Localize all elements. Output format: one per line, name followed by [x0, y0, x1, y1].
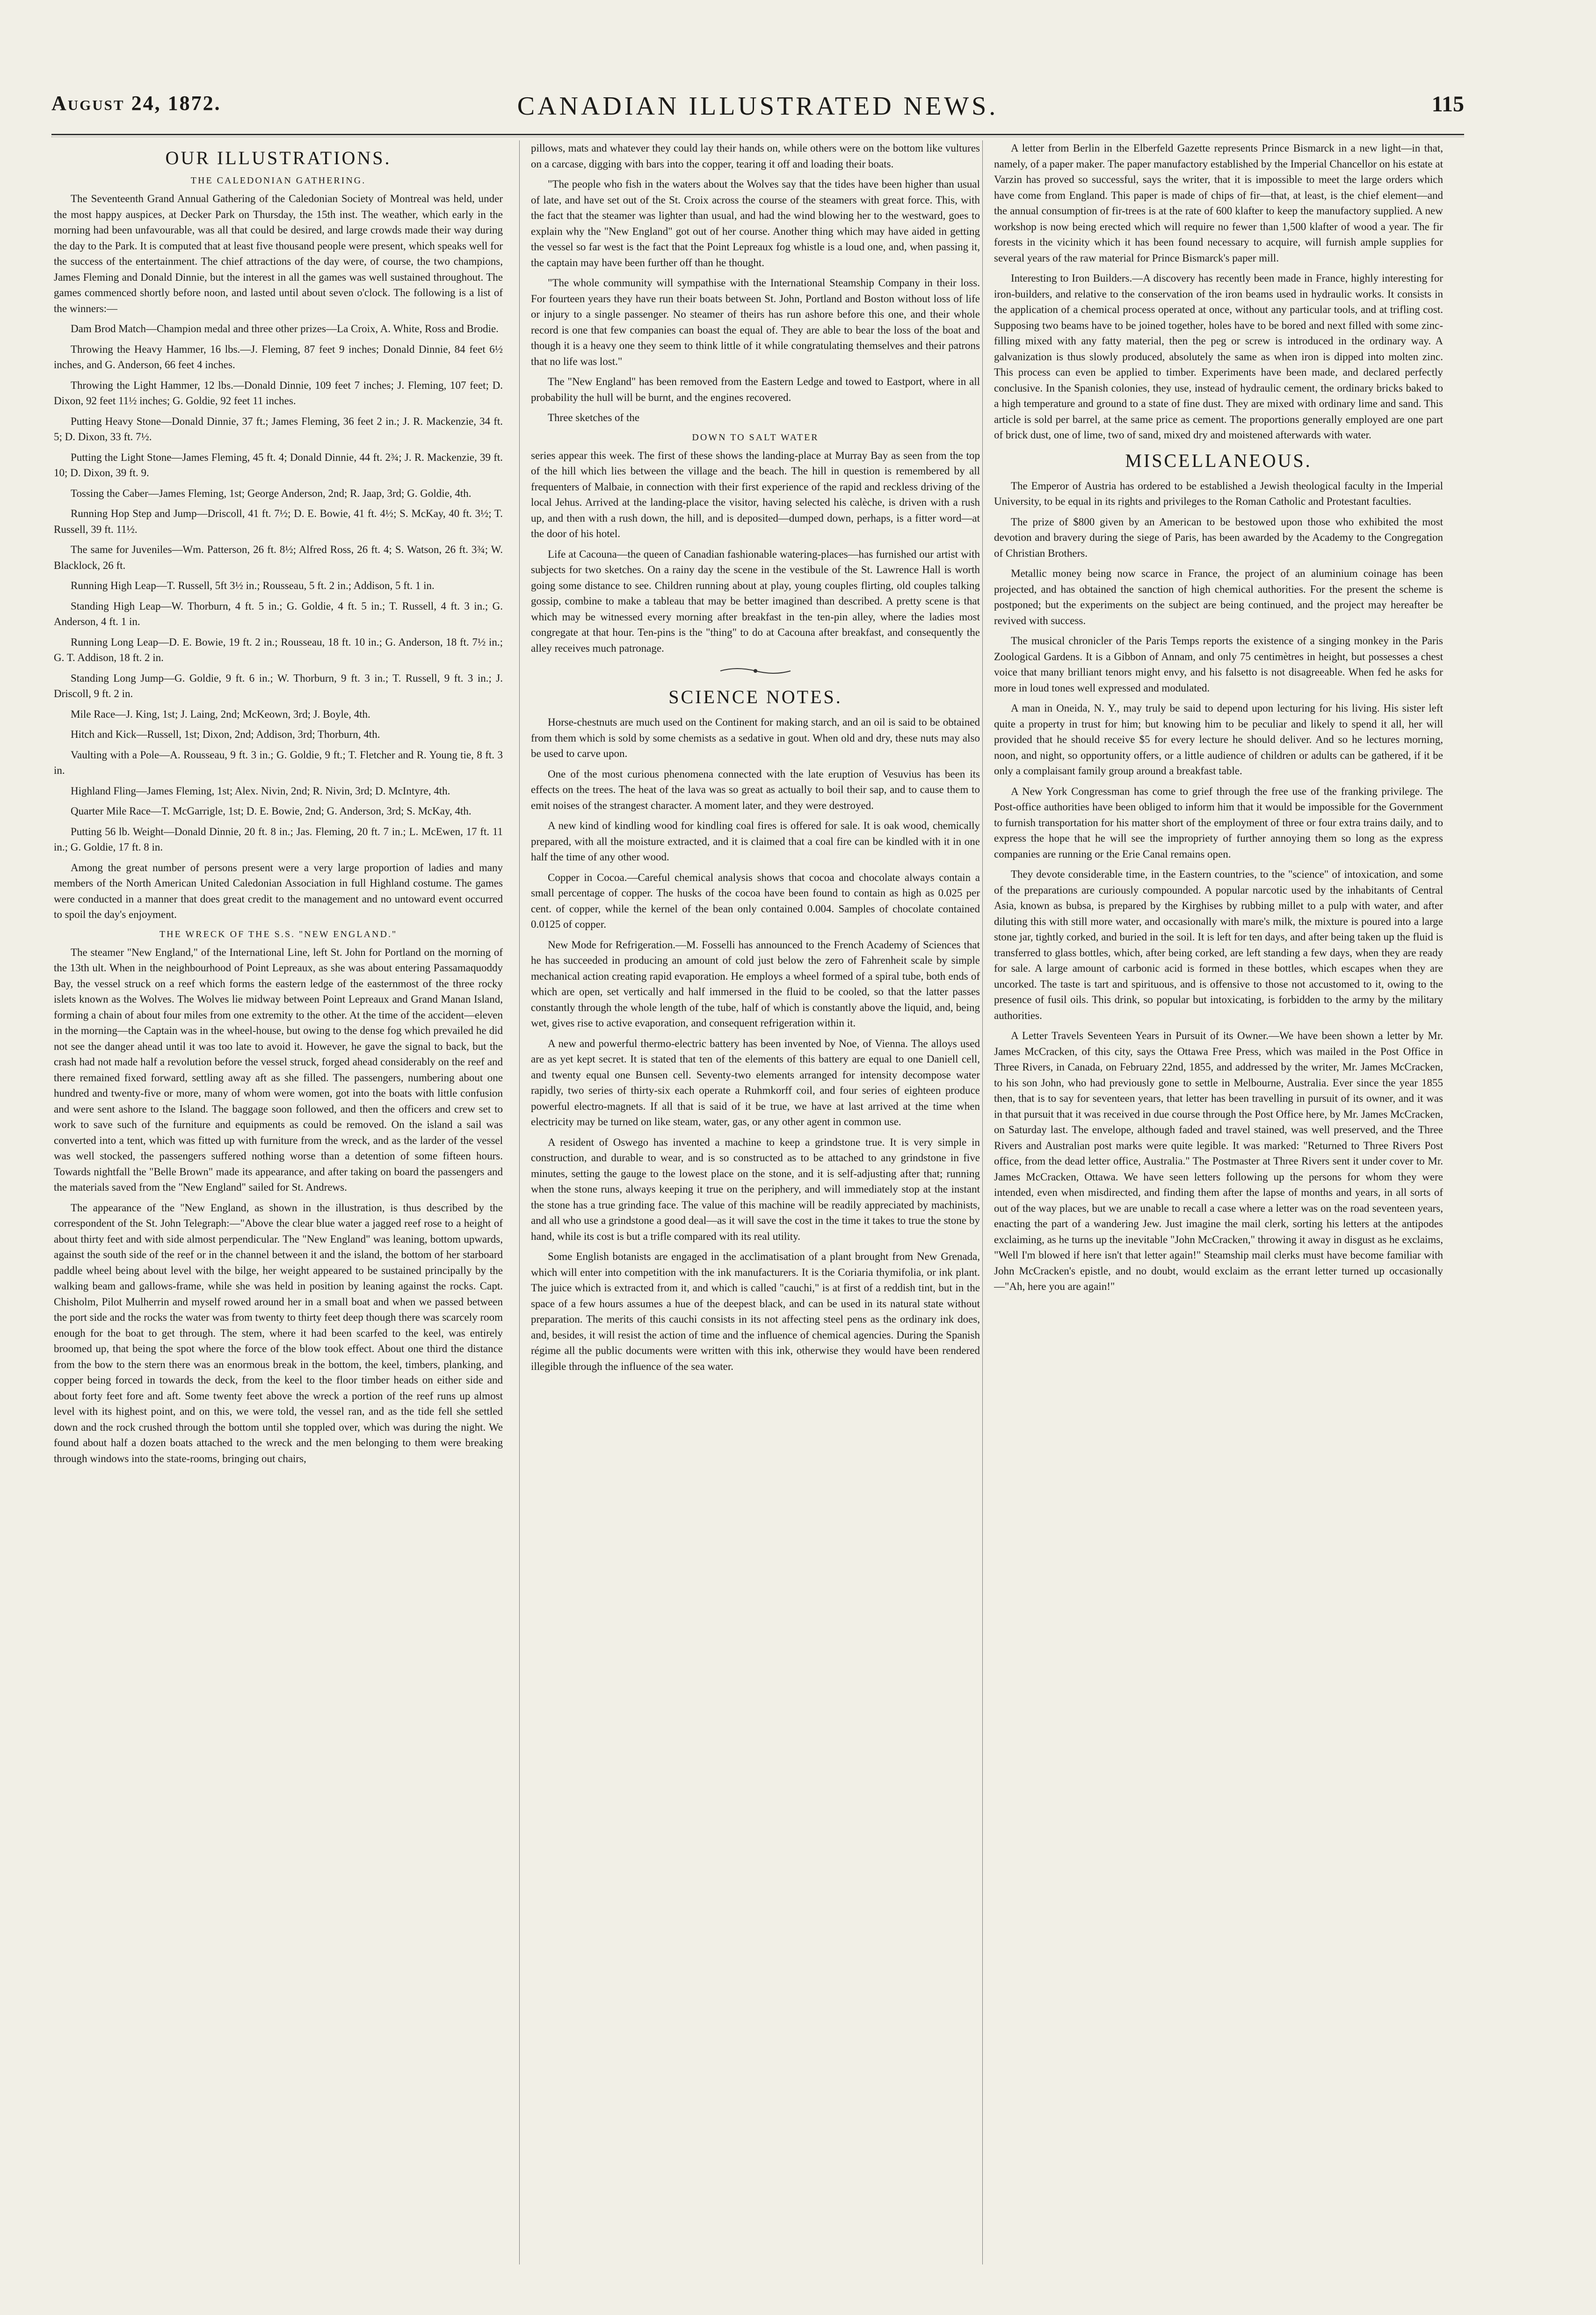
- paragraph: The steamer "New England," of the International Line, left St. John for Portland on the morning of the 13th ult. When in the neighbourhood of Point Lepreaux, as she was about entering Passamaquoddy Bay, the vessel struck on a reef which forms the eastern ledge of the easternmost of the three rocky islets known as the Wolves. The Wolves lie midway between Point Lepreaux and Grand Manan Island, forming a chain of about four miles from one extremity to the other. At the time of the accident—eleven in the morning—the Captain was in the wheel-house, but owing to the dense fog which prevailed he did not see the danger ahead until it was too late to avoid it. However, he gave the signal to back, but the crash had not made half a revolution before the vessel struck, forged ahead considerably on the reef and there remained fixed forward, settling away aft as she filled. The passengers, numbering about one hundred and twenty-five or more, many of whom were women, got into the boats with little confusion and were sent ashore to the Island. The baggage soon followed, and then the officers and crew set to work to save such of the furniture and equipments as could be removed. On the island a sail was converted into a tent, which was fitted up with furniture from the wreck, and as the larder of the vessel was well stocked, the passengers suffered nothing worse than a detention of some fifteen hours. Towards nightfall the "Belle Brown" made its appearance, and after taking on board the passengers and the materials saved from the "New England" sailed for St. Andrews.: [54, 946, 503, 1193]
- paragraph: Running Hop Step and Jump—Driscoll, 41 ft. 7½; D. E. Bowie, 41 ft. 4½; S. McKay, 40 ft. 3½; T. Russell, 39 ft. 11½.: [54, 508, 503, 535]
- subheading-caledonian: THE CALEDONIAN GATHERING.: [190, 175, 366, 186]
- paragraph: One of the most curious phenomena connected with the late eruption of Vesuvius has been its effects on the trees. The heat of the lava was so great as actually to boil their sap, and to cause them to emit noises of the strangest character. A moment later, and they were destroyed.: [531, 768, 980, 811]
- paragraph: Three sketches of the: [548, 412, 640, 423]
- paragraph: Quarter Mile Race—T. McGarrigle, 1st; D. E. Bowie, 2nd; G. Anderson, 3rd; S. McKay, 4th.: [71, 805, 472, 817]
- paragraph: Vaulting with a Pole—A. Rousseau, 9 ft. 3 in.; G. Goldie, 9 ft.; T. Fletcher and R. Young tie, 8 ft. 3 in.: [54, 749, 503, 776]
- subheading-salt-water: DOWN TO SALT WATER: [692, 432, 819, 443]
- publication-title: CANADIAN ILLUSTRATED NEWS.: [517, 92, 999, 121]
- paragraph: "The people who fish in the waters about the Wolves say that the tides have been higher than usual of late, and have set out of the St. Croix across the course of the steamers with great force. This, with the fact that the steamer was lighter than usual, and had the wind blowing her to the westward, goes to explain why the "New England" got out of her course. Another thing which may have aided in getting the vessel so far west is the fact that the Point Lepreaux fog whistle is a loud one, and, when passing it, the captain may have been further off than he thought.: [531, 178, 980, 269]
- paragraph: Throwing the Heavy Hammer, 16 lbs.—J. Fleming, 87 feet 9 inches; Donald Dinnie, 84 feet 6½ inches, and G. Anderson, 66 feet 4 inches.: [54, 343, 503, 371]
- paragraph: Standing High Leap—W. Thorburn, 4 ft. 5 in.; G. Goldie, 4 ft. 5 in.; T. Russell, 4 ft. 3 in.; G. Anderson, 4 ft. 1 in.: [54, 600, 503, 627]
- paragraph: Mile Race—J. King, 1st; J. Laing, 2nd; McKeown, 3rd; J. Boyle, 4th.: [71, 708, 370, 720]
- paragraph: Throwing the Light Hammer, 12 lbs.—Donald Dinnie, 109 feet 7 inches; J. Fleming, 107 feet; D. Dixon, 92 feet 11½ inches; G. Goldie, 92 feet 11 inches.: [54, 379, 503, 407]
- paragraph: "The whole community will sympathise with the International Steamship Company in their loss. For fourteen years they have run their boats between St. John, Portland and Boston without loss of life or injury to a single passenger. No steamer of theirs has run ashore before this one, and their whole record is one that few companies can boast the equal of. They are able to bear the loss of the boat and though it is a heavy one they seem to think little of it while congratulating themselves and their patrons that no life was lost.": [531, 277, 980, 367]
- paragraph: Tossing the Caber—James Fleming, 1st; George Anderson, 2nd; R. Jaap, 3rd; G. Goldie, 4th.: [71, 487, 472, 499]
- paragraph: A new and powerful thermo-electric battery has been invented by Noe, of Vienna. The alloys used are as yet kept secret. It is stated that ten of the elements of this battery are equal to one Daniell cell, and twenty equal one Bunsen cell. Seventy-two elements arranged for intensity decompose water rapidly, two series of thirty-six each operate a Ruhmkorff coil, and four series of eighteen produce powerful electro-magnets. If all that is said of it be true, we have at last arrived at the time when electricity may be turned on like steam, water, gas, or any other agent in common use.: [531, 1037, 980, 1128]
- paragraph: The appearance of the "New England, as shown in the illustration, is thus described by the correspondent of the St. John Telegraph:—"Above the clear blue water a jagged reef rose to a height of about thirty feet and with side almost perpendicular. The "New England" was leaning, bottom upwards, against the south side of the reef or in the channel between it and the island, the bottom of her starboard paddle wheel being about level with the bilge, her weight appeared to be sustained principally by the walking beam and gallows-frame, while she was held in position by leaning against the rocks. Capt. Chisholm, Pilot Mulherrin and myself rowed around her in a small boat and when we passed between the port side and the rocks the water was from twenty to thirty feet deep though there was scarcely room enough for the boat to get through. The stem, where it had been scarfed to the keel, was entirely broomed up, that being the spot where the force of the blow took effect. About one third the distance from the bow to the stern there was an enormous break in the bottom, the keel, timbers, planking, and copper being forced in towards the deck, from the keel to the floor timber heads on either side and about forty feet fore and aft. Some twenty feet above the wreck a portion of the reef runs up almost level with its highest point, and on this, we were told, the vessel ran, and as the tide fell she settled down and the rock crushed through the bottom until she toppled over, which was during the night. We found about half a dozen boats attached to the wreck and the men belonging to them were breaking through windows into the state-rooms, bringing out chairs,: [54, 1201, 503, 1464]
- page-number: 115: [1431, 92, 1464, 116]
- paragraph: Among the great number of persons present were a very large proportion of ladies and many members of the North American United Caledonian Association in full Highland costume. The games were conducted in a manner that does great credit to the management and no untoward event occurred to spoil the day's enjoyment.: [54, 861, 503, 920]
- paragraph: A new kind of kindling wood for kindling coal fires is offered for sale. It is oak wood, chemically prepared, with all the moisture extracted, and it is claimed that a coal fire can be kindled with it in one half the time of any other wood.: [531, 820, 980, 863]
- paragraph: Running Long Leap—D. E. Bowie, 19 ft. 2 in.; Rousseau, 18 ft. 10 in.; G. Anderson, 18 ft. 7½ in.; G. T. Addison, 18 ft. 2 in.: [54, 636, 503, 663]
- paragraph: The same for Juveniles—Wm. Patterson, 26 ft. 8½; Alfred Ross, 26 ft. 4; S. Watson, 26 ft. 3¾; W. Blacklock, 26 ft.: [54, 544, 503, 571]
- column-3: [994, 140, 1443, 2264]
- paragraph: Standing Long Jump—G. Goldie, 9 ft. 6 in.; W. Thorburn, 9 ft. 3 in.; T. Russell, 9 ft. 3 in.; J. Driscoll, 9 ft. 2 in.: [54, 672, 503, 699]
- column-2: [531, 140, 980, 2264]
- paragraph: A Letter Travels Seventeen Years in Pursuit of its Owner.—We have been shown a letter by Mr. James McCracken, of this city, says the Ottawa Free Press, which was mailed in the Post Office in Three Rivers, in Canada, on February 22nd, 1855, and addressed by the writer, Mr. James McCracken, to his son John, who had previously gone to settle in Melbourne, Australia. Ever since the year 1855 then, that is to say for seventeen years, that letter has been travelling in pursuit of its owner, and it was in that pursuit that it was received in due course through the Post Office here, by Mr. James McCracken, on Saturday last. The envelope, although faded and travel stained, was well preserved, and the Three Rivers and Australian post marks were quite legible. It was marked: "Returned to Three Rivers Post office, from the dead letter office, Australia." The Postmaster at Three Rivers sent it under cover to Mr. James McCracken, Ottawa. We have seen letters following up the persons for whom they were intended, even when misdirected, and finding them after the lapse of months and years, in all sorts of out of the way places, but we are unable to recall a case where a letter was on the road seventeen years, enacting the part of a wandering Jew. Just imagine the mail clerk, sorting his letters at the antipodes exclaiming, as he turns up the inevitable "John McCracken," throwing it away in disgust as he exclaims, "Well I'm blowed if here isn't that letter again!" Steamship mail clerks must have become familiar with John McCracken's epistle, and no doubt, would exclaim as the errant letter turned up occasionally—"Ah, here you are again!": [994, 1030, 1443, 1292]
- column-1: [54, 140, 503, 2264]
- paragraph: Metallic money being now scarce in France, the project of an aluminium coinage has been projected, and has obtained the sanction of high chemical authorities. For the present the scheme is postponed; but the experiments on the subject are being continued, and the project may hereafter be revived with success.: [994, 568, 1443, 626]
- paragraph: The musical chronicler of the Paris Temps reports the existence of a singing monkey in the Paris Zoological Gardens. It is a Gibbon of Annam, and only 75 centimètres in height, but possesses a chest voice that many brilliant tenors might envy, and his falsetto is not disagreeable. When fed he asks for more in loud tones well expressed and modulated.: [994, 635, 1443, 694]
- paragraph: A New York Congressman has come to grief through the free use of the franking privilege. The Post-office authorities have been obliged to inform him that it would be impossible for the Government to furnish transportation for his matter short of the employment of three or four extra trains daily, and to express the hope that he will see the impropriety of further annoying them so long as the express companies are running or the Erie Canal remains open.: [994, 785, 1443, 860]
- paragraph: The Emperor of Austria has ordered to be established a Jewish theological faculty in the Imperial University, to be equal in its rights and privileges to the Roman Catholic and Protestant faculties.: [994, 480, 1443, 507]
- paragraph: Hitch and Kick—Russell, 1st; Dixon, 2nd; Addison, 3rd; Thorburn, 4th.: [71, 728, 380, 740]
- paragraph: Interesting to Iron Builders.—A discovery has recently been made in France, highly interesting for iron-builders, and relative to the conservation of the iron beams used in hydraulic works. It consists in the application of a chemical process operated at once, without any particular tools, and at trifling cost. Supposing two beams have to be joined together, holes have to be bored and next filled with some zinc-filling mixed with any fatty material, then the peg or screw is introduced in the ordinary way. A galvanization is thus slowly produced, absolutely the same as when iron is dipped into molten zinc. This process can even be applied to timber. Experiments have been made, and declared perfectly conclusive. In the Spanish colonies, they use, instead of hydraulic cement, the ordinary bricks baked to a high temperature and ground to a state of fine dust. They are mixed with ordinary lime and sand. This article is sold per barrel, at the same price as cement. The proportions generally employed are one part of brick dust, one of lime, two of sand, mixed dry and moistened afterwards with water.: [994, 272, 1443, 441]
- paragraph: Copper in Cocoa.—Careful chemical analysis shows that cocoa and chocolate always contain a small percentage of copper. The husks of the cocoa have been found to contain as high as 0.025 per cent. of copper, while the kernel of the bean only contained 0.004. Samples of chocolate contained 0.0125 of copper.: [531, 871, 980, 930]
- paragraph: Putting 56 lb. Weight—Donald Dinnie, 20 ft. 8 in.; Jas. Fleming, 20 ft. 7 in.; L. McEwen, 17 ft. 11 in.; G. Goldie, 17 ft. 8 in.: [54, 825, 503, 853]
- paragraph: Some English botanists are engaged in the acclimatisation of a plant brought from New Grenada, which will enter into competition with the ink manufacturers. It is the Coriaria thymifolia, or ink plant. The juice which is extracted from it, and which is called "cauchi," is at first of a reddish tint, but in the space of a few hours assumes a hue of the deepest black, and can be used in its natural state without preparation. The merits of this cauchi consists in its not affecting steel pens as the ordinary ink does, and, besides, it will resist the action of time and the influence of chemical agencies. During the Spanish régime all the public documents were written with this ink, otherwise they would have been rendered illegible through the influence of the sea water.: [531, 1251, 980, 1372]
- paragraph: Dam Brod Match—Champion medal and three other prizes—La Croix, A. White, Ross and Brodie.: [71, 323, 499, 335]
- subheading-wreck: THE WRECK OF THE S.S. "NEW ENGLAND.": [159, 929, 398, 939]
- section-heading-science: SCIENCE NOTES.: [668, 686, 842, 707]
- paragraph: series appear this week. The first of these shows the landing-place at Murray Bay as seen from the top of the hill which lies between the village and the beach. The hill in question is remembered by all frequenters of Malbaie, in connection with their first experience of the rapid and reckless driving of the local Jehus. Arrived at the landing-place the visitor, having selected his calèche, is driven with a rush up, and then with a rush down, the hill, and is deposited—dumped down, perhaps, is a fitter word—at the door of his hotel.: [531, 449, 980, 539]
- paragraph: Highland Fling—James Fleming, 1st; Alex. Nivin, 2nd; R. Nivin, 3rd; D. McIntyre, 4th.: [71, 785, 450, 797]
- paragraph: Running High Leap—T. Russell, 5ft 3½ in.; Rousseau, 5 ft. 2 in.; Addison, 5 ft. 1 in.: [71, 580, 435, 591]
- paragraph: The Seventeenth Grand Annual Gathering of the Caledonian Society of Montreal was held, under the most happy auspices, at Decker Park on Thursday, the 15th inst. The weather, which early in the morning had been unfavourable, was all that could be desired, and large crowds made their way during the day to the Park. It is computed that at least five thousand people were present, which speaks well for the success of the entertainment. The chief attractions of the day were, of course, the two champions, James Fleming and Donald Dinnie, but the interest in all the games was well sustained throughout. The games commenced shortly before noon, and lasted until about seven o'clock. The following is a list of the winners:—: [54, 193, 503, 314]
- paragraph: pillows, mats and whatever they could lay their hands on, while others were on the bottom like vultures on a carcase, digging with bars into the copper, tearing it off and loading their boats.: [531, 142, 980, 170]
- paragraph: A man in Oneida, N. Y., may truly be said to depend upon lecturing for his living. His sister left quite a property in trust for him; but knowing him to be peculiar and likely to spend it all, her will provided that he should receive $5 for every lecture he should deliver. And so he lectures morning, noon, and night, so opportunity offers, or a little audience of children or adults can be gathered, if it be only a complaisant family group around a breakfast table.: [994, 702, 1443, 777]
- column-divider: [982, 140, 983, 2264]
- header-rule: [51, 134, 1464, 135]
- paragraph: Putting Heavy Stone—Donald Dinnie, 37 ft.; James Fleming, 36 feet 2 in.; J. R. Mackenzie, 34 ft. 5; D. Dixon, 33 ft. 7½.: [54, 415, 503, 443]
- masthead: [51, 91, 1464, 133]
- paragraph: The prize of $800 given by an American to be bestowed upon those who exhibited the most devotion and bravery during the siege of Paris, has been awarded by the Academy to the Congregation of Christian Brothers.: [994, 516, 1443, 559]
- paragraph: A resident of Oswego has invented a machine to keep a grindstone true. It is very simple in construction, and durable to wear, and is so constructed as to be attached to any grindstone in five minutes, setting the gauge to the lowest place on the stone, and it is self-adjusting after that; running when the stone runs, always keeping it true on the periphery, and will immediately stop at the instant the stone has a true grinding face. The value of this machine will be readily appreciated by machinists, and all who use a grindstone a good deal—as it will save the cost in the time it takes to true the stone by hand, while its cost is but a trifle compared with its real utility.: [531, 1136, 980, 1242]
- section-heading-illustrations: OUR ILLUSTRATIONS.: [165, 147, 392, 168]
- paragraph: They devote considerable time, in the Eastern countries, to the "science" of intoxication, and some of the preparations are curiously compounded. A popular narcotic used by the inhabitants of Central Asia, known as bubsa, is prepared by the Kirghises by rubbing millet to a pulp with water, and after diluting this with still more water, and occasionally with mare's milk, the mixture is poured into a large stone jar, tightly corked, and buried in the soil. It is left for ten days, and after being taken up the fluid is transferred to glass bottles, which, after being corked, are left standing a few days, when they are ready for sale. A large amount of carbonic acid is formed in these bottles, which escapes when they are uncorked. The taste is tart and spirituous, and is offensive to those not accustomed to it, owing to the presence of fusil oils. This drink, so popular but intoxicating, is forbidden to the army by the military authorities.: [994, 868, 1443, 1021]
- paragraph: Horse-chestnuts are much used on the Continent for making starch, and an oil is said to be obtained from them which is sold by some chemists as a sedative in gout. When old and dry, these nuts may also be used to carve upon.: [531, 716, 980, 759]
- section-heading-miscellaneous: MISCELLANEOUS.: [1125, 450, 1312, 471]
- paragraph: Putting the Light Stone—James Fleming, 45 ft. 4; Donald Dinnie, 44 ft. 2¾; J. R. Mackenzie, 39 ft. 10; D. Dixon, 39 ft. 9.: [54, 451, 503, 479]
- column-divider: [519, 140, 520, 2264]
- issue-date: August 24, 1872.: [51, 92, 221, 115]
- paragraph: New Mode for Refrigeration.—M. Fosselli has announced to the French Academy of Sciences that he has succeeded in producing an amount of cold just below the zero of Fahrenheit scale by simple mechanical action creating rapid evaporation. He employs a wheel formed of a spiral tube, both ends of which are open, set vertically and half immersed in the fluid to be cooled, so that the latter passes constantly through the whole length of the tube, half of which is constantly above the liquid, and, being wet, gives rise to active evaporation, and consequent refrigeration within it.: [531, 939, 980, 1029]
- paragraph: Life at Cacouna—the queen of Canadian fashionable watering-places—has furnished our artist with subjects for two sketches. On a rainy day the scene in the vestibule of the St. Lawrence Hall is worth going some distance to see. Children running about at play, young couples flirting, old couples talking gossip, combine to make a tableau that may be better imagined than described. A pretty scene is that which may be witnessed every morning after breakfast in the ten-pin alley, where the ladies most congregate at that hour. Ten-pins is the "thing" to do at Cacouna after breakfast, and consequently the alley receives much patronage.: [531, 548, 980, 654]
- ornament-divider: [531, 665, 980, 677]
- paragraph: The "New England" has been removed from the Eastern Ledge and towed to Eastport, where in all probability the hull will be burnt, and the engines recovered.: [531, 376, 980, 403]
- paragraph: A letter from Berlin in the Elberfeld Gazette represents Prince Bismarck in a new light—in that, namely, of a paper maker. The paper manufactory established by the Imperial Chancellor on his estate at Varzin has proved so successful, says the writer, that it is impossible to meet the large orders which have come from England. This paper is made of chips of fir—that, at least, is the chief element—and the annual consumption of fir-trees is at the rate of 600 klafter to keep the manufactory supplied. A new workshop is now being erected which will require no fewer than 1,500 klafter of wood a year. The fir forests in the vicinity which it has been found necessary to acquire, will furnish ample supplies for several years of the raw material for Prince Bismarck's paper mill.: [994, 142, 1443, 264]
